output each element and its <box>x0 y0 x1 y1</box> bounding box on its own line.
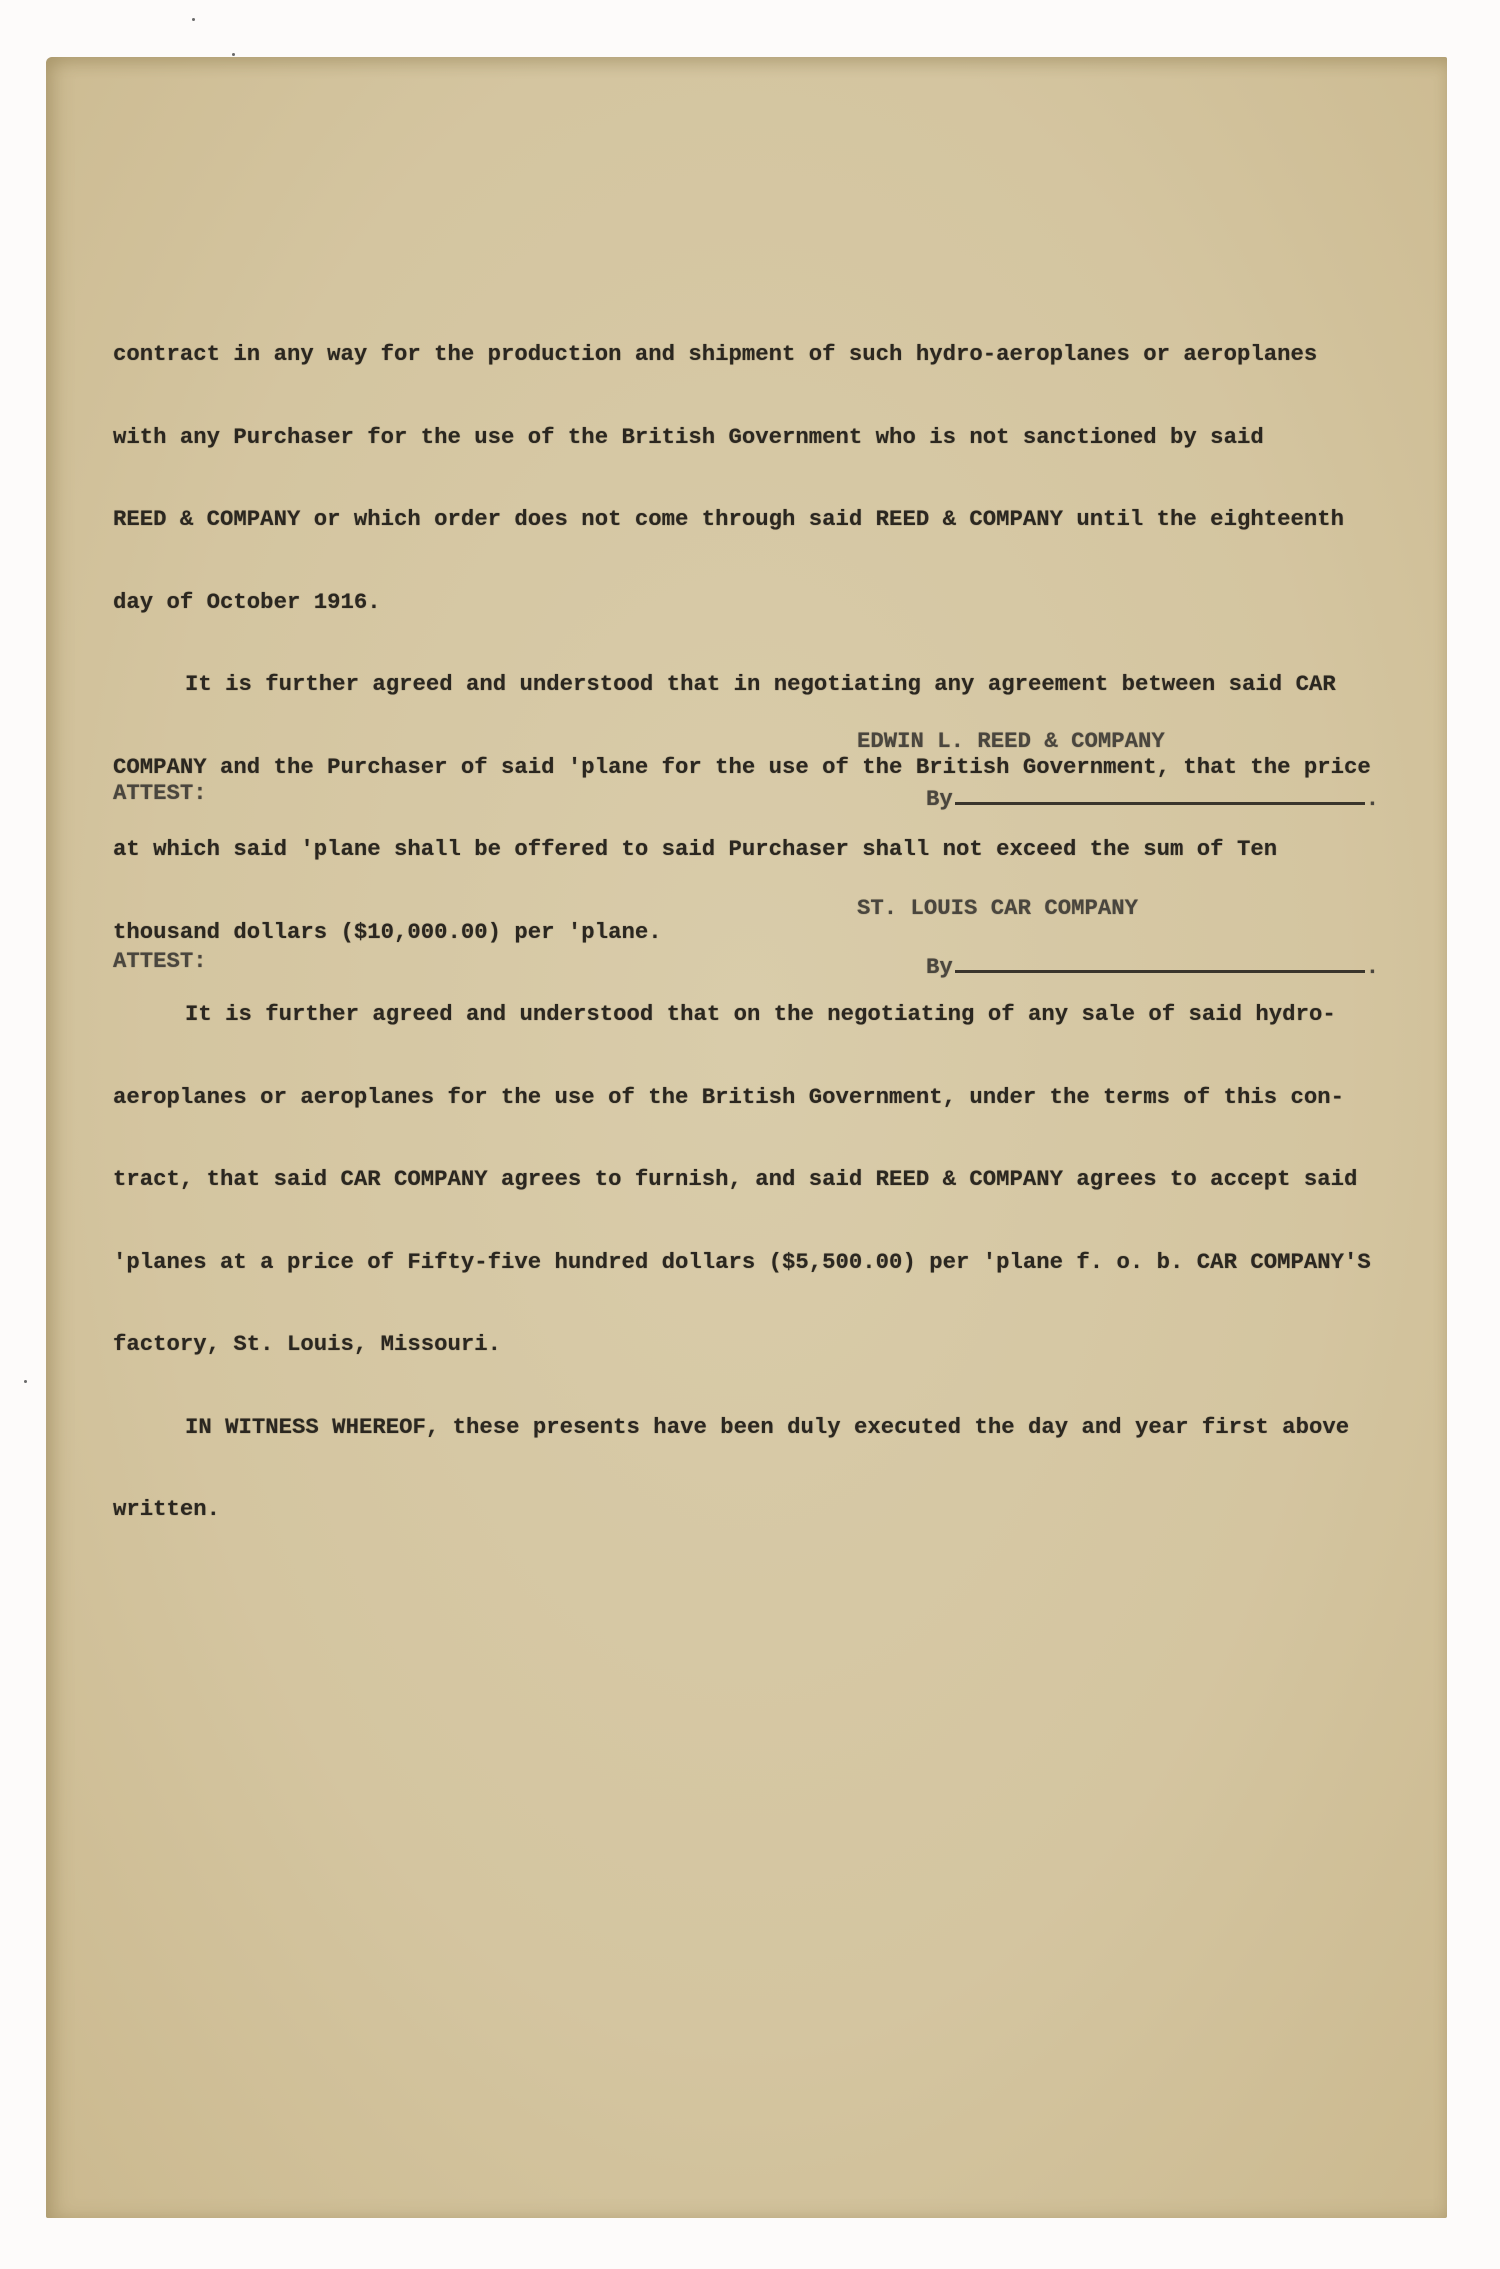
dust-speck <box>232 53 235 56</box>
body-line: at which said 'plane shall be offered to said Purchaser shall not exceed the sum of Ten <box>113 836 1278 862</box>
body-line: COMPANY and the Purchaser of said 'plane for the use of the British Government, that the price <box>113 753 1371 780</box>
contract-body <box>113 286 1371 1551</box>
signatory-name-st-louis-car: ST. LOUIS CAR COMPANY <box>857 895 1138 921</box>
attest-label-reed: ATTEST: <box>113 780 207 806</box>
by-label: By <box>926 954 953 980</box>
body-line: contract in any way for the production and shipment of such hydro-aeroplanes or aeroplanes <box>113 341 1318 367</box>
end-dot: . <box>1365 786 1380 812</box>
signatory-name-reed: EDWIN L. REED & COMPANY <box>857 728 1165 754</box>
by-label: By <box>926 786 953 812</box>
signature-rule <box>955 970 1365 973</box>
dust-speck <box>192 18 195 21</box>
end-dot: . <box>1365 954 1380 980</box>
signature-line-st-louis-car <box>926 954 1379 982</box>
body-line: day of October 1916. <box>113 588 381 615</box>
attest-label-st-louis-car: ATTEST: <box>113 948 207 974</box>
body-line: It is further agreed and understood that on the negotiating of any sale of said hydro- <box>185 1001 1336 1027</box>
dust-speck <box>24 1380 27 1383</box>
body-line: tract, that said CAR COMPANY agrees to furnish, and said REED & COMPANY agrees to accept said <box>113 1166 1358 1192</box>
body-line: thousand dollars ($10,000.00) per 'plane. <box>113 918 662 945</box>
signature-line-reed <box>926 786 1379 814</box>
signature-rule <box>955 802 1365 805</box>
body-line: IN WITNESS WHEREOF, these presents have been duly executed the day and year first above <box>185 1413 1350 1440</box>
body-line: REED & COMPANY or which order does not come through said REED & COMPANY until the eighteenth <box>113 506 1344 532</box>
body-line: 'planes at a price of Fifty-five hundred dollars ($5,500.00) per 'plane f. o. b. CAR COMPANY'S <box>113 1248 1371 1275</box>
body-line: factory, St. Louis, Missouri. <box>113 1331 502 1357</box>
body-line: written. <box>113 1496 221 1522</box>
body-line: with any Purchaser for the use of the British Government who is not sanctioned by said <box>113 423 1264 450</box>
body-line: It is further agreed and understood that in negotiating any agreement between said CAR <box>185 671 1336 697</box>
body-line: aeroplanes or aeroplanes for the use of the British Government, under the terms of this con- <box>113 1083 1344 1110</box>
